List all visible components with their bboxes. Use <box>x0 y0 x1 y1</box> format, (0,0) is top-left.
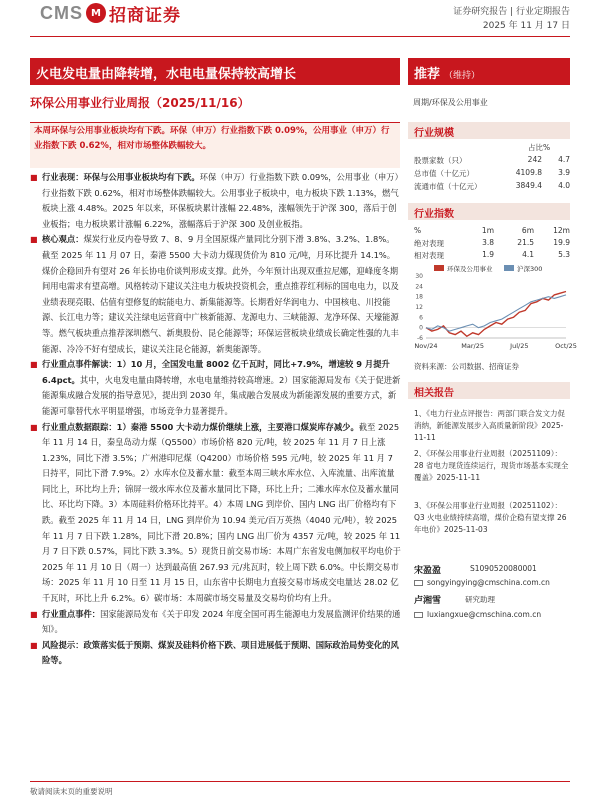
analyst-email[interactable] <box>414 610 541 619</box>
index-row-label: 绝对表现 <box>414 239 444 248</box>
x-tick-label: Jul/25 <box>510 342 529 350</box>
industry-category: 周期/环保及公用事业 <box>413 98 488 107</box>
series-line <box>426 295 566 331</box>
y-tick-label: -6 <box>417 335 423 342</box>
x-tick-label: Mar/25 <box>461 342 485 350</box>
para-lead: 风险提示：政策落实低于预期、煤炭及硅料价格下跌、项目进展低于预期、国际政治局势变化的风险等。 <box>42 639 399 666</box>
paragraph-performance <box>30 170 402 232</box>
main-body <box>30 170 402 669</box>
analyst-role: 研究助理 <box>465 595 495 604</box>
scale-label: 总市值（十亿元） <box>414 169 474 178</box>
index-performance-chart <box>406 262 577 354</box>
para-lead: 行业重点事件解读：1）10 月，全国发电量 8002 亿千瓦时，同比+7.9%，增速较 9 月提升 6.4pct。 <box>42 359 390 385</box>
logo-badge-icon: M <box>86 3 106 23</box>
index-cell: 19.9 <box>553 238 570 247</box>
abstract-box: 本周环保与公用事业板块均有下跌。环保（申万）行业指数下跌 0.09%，公用事业（申万）行业指数下跌 0.62%，相对市场整体跌幅较大。 <box>30 122 400 168</box>
header-divider <box>30 36 570 37</box>
logo-text-cn: 招商证券 <box>109 5 181 26</box>
paragraph-core-view <box>30 232 402 357</box>
para-text: 环保（申万）行业指数下跌 0.09%，公用事业（申万）行业指数下跌 0.62%，相对市场整体跌幅较大。公用事业子板块中，电力板块下跌 1.13%，燃气板块上涨 4.48%。2025 年以来，环保板块累计涨幅 22.48%，涨幅领先于沪深 300，落后于创业板指；电力板块累计涨幅 6.22%，涨幅落后于沪深 300 及创业板指。 <box>42 172 399 229</box>
related-section-title: 相关报告 <box>408 382 570 399</box>
index-col-header: 1m <box>481 226 494 235</box>
paragraph-risk <box>30 638 402 669</box>
scale-pct: 3.9 <box>558 168 570 177</box>
scale-pct: 4.7 <box>558 155 570 164</box>
para-text: 截至 2025 年 11 月 14 日，秦皇岛动力煤（Q5500）市场价格 820 元/吨，较 2025 年 11 月 7 日上涨 1.23%，同比下滑 3.5%；广州港印尼煤（Q4200）市场价格 595 元/吨，较 2025 年 11 月 7 日持平，同比下滑 7.9%。2）水库水位及蓄水量：截至本周三峡水库水位、入库流量、出库流量同比上，环比均上升；锦屏一级水库水位及蓄水量同比下降，环比上升；二滩水库水位及蓄水量同比、环比均下降。3）本周硅料价格环比持平。4）本周 LNG 到岸价、国内 LNG 出厂价格均有下跌。截至 2025 年 11 月 14 日，LNG 到岸价为 10.94 美元/百万英热（4040 元/吨），较 2025 年 11 月 7 日下跌 1.28%，同比下滑 20.8%；国内 LNG 出厂价为 4357 元/吨，较 2025 年 11 月 7 日下跌 0.57%，同比下跌 3.3%。5）现货日前交易市场：本周广东省发电侧加权平均电价于 2025 年 11 月 10 日（周一）达到最高值 267.93 元/兆瓦时，较上周下跌 6.0%。中长期交易市场：2025 年 11 月 10 日至 11 月 15 日，山东省中长期电力直接交易市场成交电量达 28.02 亿千瓦时，环比上升 6.2%。6）碳市场：本周碳市场交易量及交易均价均有上升。 <box>42 421 401 604</box>
index-section-title: 行业指数 <box>408 203 570 220</box>
y-tick-label: 18 <box>415 293 423 301</box>
index-col-header: % <box>414 226 422 235</box>
related-report[interactable]: 1、《电力行业点评报告：两部门联合发文力促消纳，新能源发展步入高质量新阶段》2025-11-11 <box>414 409 566 442</box>
logo-text-en: CMS <box>40 2 83 23</box>
scale-value: 242 <box>527 155 542 164</box>
scale-row <box>414 181 570 192</box>
report-subtitle: 环保公用事业行业周报（2025/11/16） <box>30 96 250 110</box>
index-row-label: 相对表现 <box>414 251 444 260</box>
scale-label: 流通市值（十亿元） <box>414 182 482 191</box>
index-col-header: 12m <box>553 226 570 235</box>
legend-label: 沪深300 <box>517 265 543 273</box>
rating-label: 推荐 <box>414 67 441 82</box>
para-text: 煤炭行业反内卷导致 7、8、9 月全国原煤产量同比分别下滑 3.8%、3.2%、1.8%。截至 2025 年 11 月 07 日，秦港 5500 大卡动力煤现货价为 810 元/吨，月环比提升 14.1%。煤价企稳回升有望对 26 年长协电价谈判形成支撑。此外，今年预计出现双重拉尼娜，迎峰度冬期间用电需求有望高增。风格转动下建议关注电力板块投资机会，重点推荐红利标的国电电力，以及业绩表现亮眼、估值有望修复的皖能电力、新集能源等。长期看好华润电力、中国核电、川投能源、长江电力等；建议关注绿电运营商中广核新能源、龙源电力、三峡能源、龙净环保、天壕能源等。燃气板块重点推荐深圳燃气、新奥股份、昆仑能源等；环保运营板块业绩成长确定性强的九丰能源、冷冷不好有望成长，建议关注昆仑能源，新奥能源等。 <box>42 234 399 354</box>
scale-value: 3849.4 <box>515 181 542 190</box>
para-lead: 行业重点数据跟踪：1）秦港 5500 大卡动力煤价继续上涨，主要港口煤炭库存减少。 <box>42 421 359 432</box>
scale-section-title: 行业规模 <box>408 122 570 139</box>
index-table-header <box>414 226 570 235</box>
index-row <box>414 250 570 261</box>
footer-divider <box>30 781 570 782</box>
company-logo <box>40 0 181 26</box>
rating-badge <box>408 58 570 85</box>
scale-label: 股票家数（只） <box>414 156 467 165</box>
mail-icon <box>414 612 423 618</box>
scale-row <box>414 155 570 166</box>
legend-swatch <box>504 265 514 271</box>
related-report[interactable]: 2、《环保公用事业行业周报（20251109）：28 省电力现货连续运行，现货市场基本实现全覆盖》2025-11-11 <box>414 449 569 482</box>
report-date: 2025 年 11 月 17 日 <box>482 21 570 31</box>
related-report[interactable]: 3、《环保公用事业行业周报（20251102）：Q3 火电业绩持续高增，煤价企稳有望支撑 26 年电价》2025-11-03 <box>414 501 567 534</box>
y-tick-label: 12 <box>415 304 423 311</box>
y-tick-label: 6 <box>419 314 423 322</box>
x-tick-label: Nov/24 <box>414 342 438 350</box>
rating-note: （维持） <box>444 71 481 81</box>
y-tick-label: 30 <box>415 273 423 280</box>
legend-swatch <box>434 265 444 271</box>
analyst-name: 宋盈盈 <box>414 566 442 576</box>
email-text: luxiangxue@cmschina.com.cn <box>427 610 542 619</box>
footer-disclaimer: 敬请阅读末页的重要说明 <box>30 787 113 796</box>
paragraph-events <box>30 357 402 419</box>
index-cell: 5.3 <box>558 250 570 259</box>
x-tick-label: Oct/25 <box>555 342 577 350</box>
index-cell: 21.5 <box>517 238 534 247</box>
y-tick-label: 0 <box>419 324 423 332</box>
document-type: 证券研究报告 | 行业定期报告 <box>453 7 570 17</box>
index-cell: 4.1 <box>522 250 534 259</box>
paragraph-data-tracking <box>30 420 402 607</box>
scale-pct: 4.0 <box>558 181 570 190</box>
legend-label: 环保及公用事业 <box>447 265 493 273</box>
analyst-license: S1090520080001 <box>470 564 537 573</box>
index-cell: 1.9 <box>482 250 494 259</box>
index-cell: 3.8 <box>482 238 494 247</box>
chart-source: 资料来源：公司数据、招商证券 <box>414 362 519 371</box>
scale-unit-label: 占比% <box>528 143 551 152</box>
index-row <box>414 238 570 249</box>
para-text: 其中，火电发电量由降转增，水电电量维持较高增速。2）国家能源局发布《关于促进新能源集成融合发展的指导意见》，提出到 2030 年，集成融合发展成为新能源发展的重要方式，新能源可靠替代水平明显增强，市场竞争力显著提升。 <box>42 374 401 416</box>
analyst-email[interactable] <box>414 578 550 587</box>
report-title: 火电发电量由降转增，水电电量保持较高增长 <box>30 58 400 85</box>
para-lead: 行业重点事件： <box>42 608 101 619</box>
email-text: songyingying@cmschina.com.cn <box>427 578 550 587</box>
scale-value: 4109.8 <box>515 168 542 177</box>
para-text: 国家能源局发布《关于印发 2024 年度全国可再生能源电力发展监测评价结果的通知》。 <box>42 608 401 635</box>
y-tick-label: 24 <box>415 283 423 291</box>
para-lead: 行业表现：环保与公用事业板块均有下跌。 <box>42 172 200 182</box>
paragraph-key-event <box>30 607 402 638</box>
index-col-header: 6m <box>521 226 534 235</box>
mail-icon <box>414 580 423 586</box>
para-lead: 核心观点： <box>42 234 84 245</box>
analyst-name: 卢湘雪 <box>414 596 442 606</box>
scale-row <box>414 168 570 179</box>
